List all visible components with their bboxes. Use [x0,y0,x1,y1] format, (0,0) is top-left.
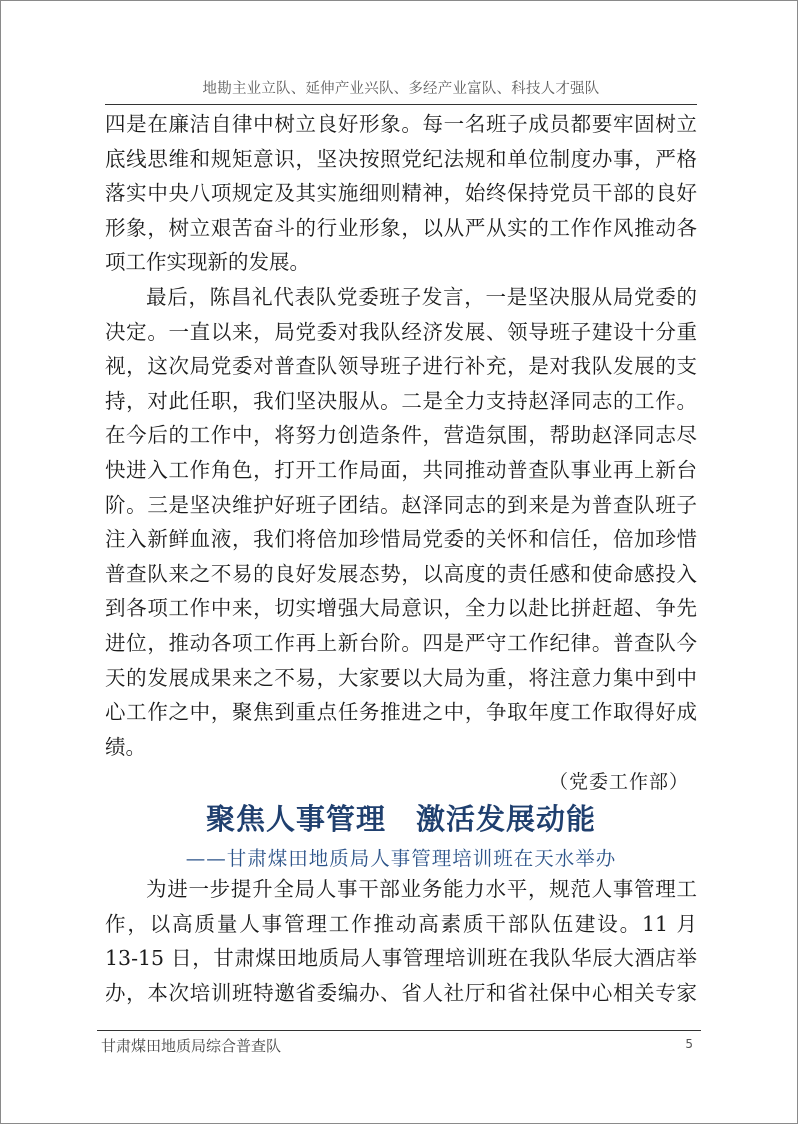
paragraph-line: 注入新鲜血液，我们将倍加珍惜局党委的关怀和信任，倍加珍惜 [105,527,697,552]
paragraph-line: 心工作之中，聚焦到重点任务推进之中，争取年度工作取得好成 [105,700,697,725]
header-divider [105,104,697,105]
paragraph-line: 13-15 日，甘肃煤田地质局人事管理培训班在我队华辰大酒店举 [105,946,697,971]
paragraph-line: 落实中央八项规定及其实施细则精神，始终保持党员干部的良好 [105,181,697,206]
paragraph-line: 底线思维和规矩意识，坚决按照党纪法规和单位制度办事，严格 [105,146,697,171]
paragraph-line: 项工作实现新的发展。 [105,250,310,275]
footer-divider [97,1030,701,1031]
paragraph-line: 到各项工作中来，切实增强大局意识，全力以赴比拼赶超、争先 [105,596,697,621]
paragraph-line: 决定。一直以来，局党委对我队经济发展、领导班子建设十分重 [105,319,697,344]
article-body [105,872,697,1010]
paragraph-line: 最后，陈昌礼代表队党委班子发言，一是坚决服从局党委的 [146,284,697,309]
paragraph-line: 办，本次培训班特邀省委编办、省人社厅和省社保中心相关专家 [105,980,697,1005]
paragraph-line: 进位，推动各项工作再上新台阶。四是严守工作纪律。普查队今 [105,630,697,655]
page-number: 5 [685,1037,693,1051]
paragraph-line: 四是在廉洁自律中树立良好形象。每一名班子成员都要牢固树立 [105,112,697,136]
article-title: 聚焦人事管理 激活发展动能 [205,802,596,836]
author-signature: （党委工作部） [548,771,689,793]
paragraph-line: 阶。三是坚决维护好班子团结。赵泽同志的到来是为普查队班子 [105,492,697,517]
paragraph-line: 绩。 [105,734,146,759]
paragraph-line: 快进入工作角色，打开工作局面，共同推动普查队事业再上新台 [105,457,697,482]
paragraph-line: 持，对此任职，我们坚决服从。二是全力支持赵泽同志的工作。 [105,388,697,413]
paragraph-line: 天的发展成果来之不易，大家要以大局为重，将注意力集中到中 [105,665,697,690]
paragraph-line: 为进一步提升全局人事干部业务能力水平，规范人事管理工 [146,877,697,901]
article-subtitle: ——甘肃煤田地质局人事管理培训班在天水举办 [185,847,617,870]
article-body [105,107,697,764]
paragraph-line: 视，这次局党委对普查队领导班子进行补充，是对我队发展的支 [105,354,697,379]
paragraph-line: 在今后的工作中，将努力创造条件，营造氛围，帮助赵泽同志尽 [105,423,697,448]
running-header: 地勘主业立队、延伸产业兴队、多经产业富队、科技人才强队 [202,81,600,97]
paragraph-line: 普查队来之不易的良好发展态势，以高度的责任感和使命感投入 [105,561,697,586]
footer-organization: 甘肃煤田地质局综合普查队 [101,1037,282,1055]
paragraph-line: 形象，树立艰苦奋斗的行业形象，以从严从实的工作作风推动各 [105,215,697,240]
paragraph-line: 作，以高质量人事管理工作推动高素质干部队伍建设。11 月 [105,911,697,936]
